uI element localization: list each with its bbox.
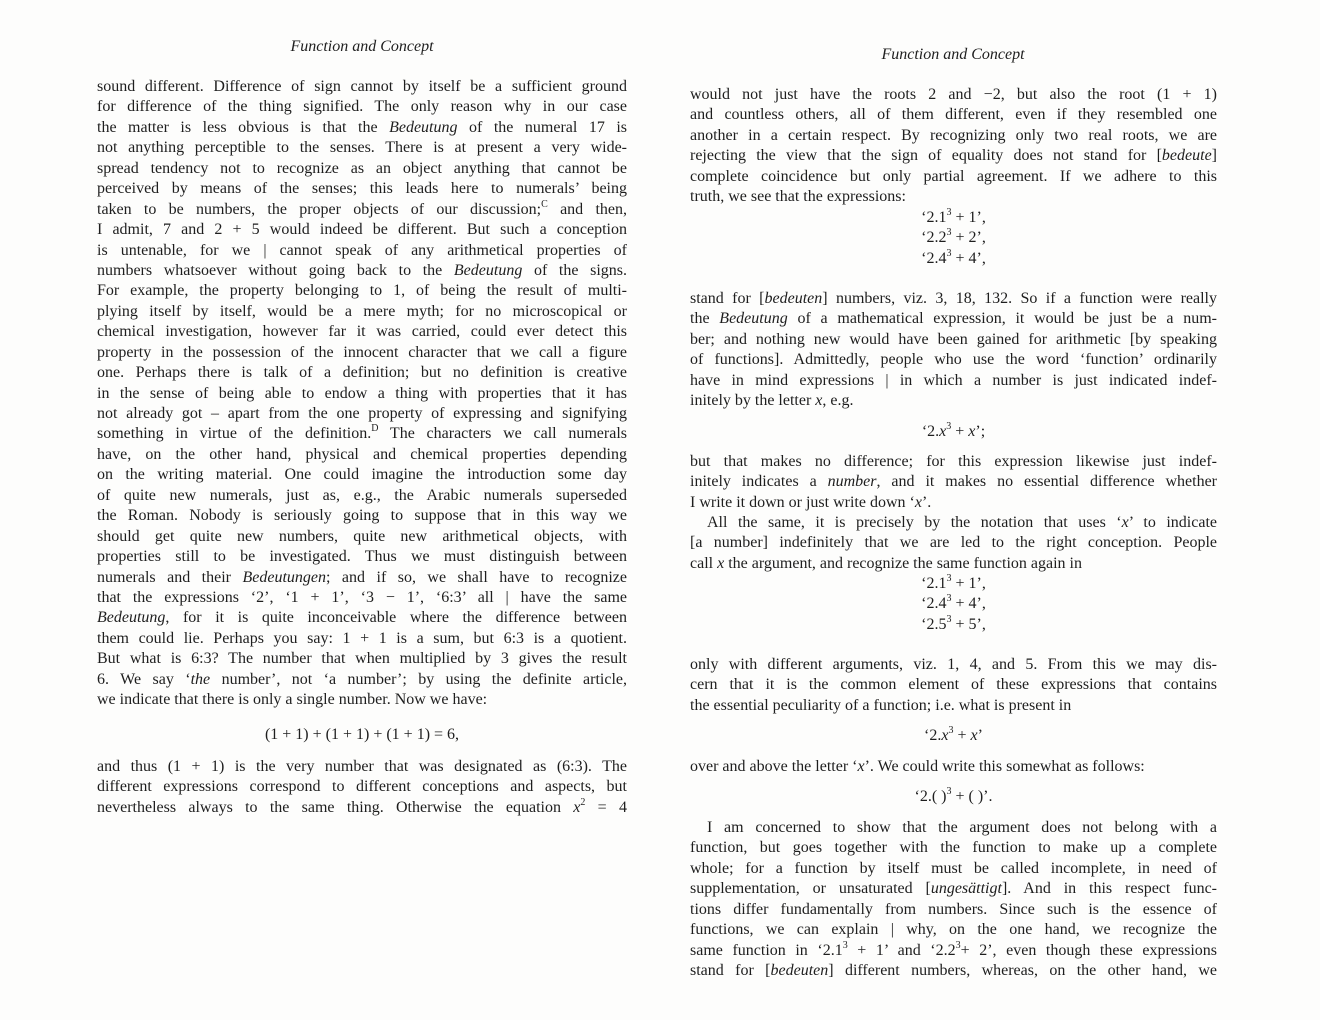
text-run: of the numeral 17 is (457, 118, 628, 136)
text-line (97, 445, 627, 465)
superscript: D (371, 423, 379, 435)
text-line (690, 452, 1217, 472)
formula-display (690, 208, 1217, 269)
text-run: call (690, 554, 718, 572)
italic-term: x (717, 554, 725, 572)
text-run: , e.g. (822, 392, 854, 410)
italic-term: Bedeutung (389, 118, 458, 136)
text-run: ’; (975, 423, 986, 440)
text-run: + (951, 423, 969, 440)
text-run: , for it is quite inconceivable where the difference between (165, 609, 627, 627)
text-run: the (690, 310, 720, 328)
text-line (97, 757, 627, 777)
text-run: same function in ‘2.1 (690, 941, 843, 959)
text-run: is untenable, for we | cannot speak of any arithmetical properties of (97, 241, 627, 259)
text-line (97, 179, 627, 199)
text-run: in the sense of being able to endow a thing with properties that it has (97, 384, 627, 402)
italic-term: x (573, 798, 581, 816)
text-line (690, 554, 1217, 574)
text-line (97, 302, 627, 322)
text-line (690, 350, 1217, 370)
text-line (97, 343, 627, 363)
text-run: ’ (977, 727, 983, 744)
text-run: All the same, it is precisely by the notation that uses ‘ (707, 514, 1122, 531)
text-line (690, 675, 1217, 695)
paragraph (690, 818, 1217, 982)
text-line (97, 118, 627, 138)
text-line (690, 208, 1217, 228)
text-run: ‘2.( ) (914, 788, 947, 805)
text-run: ber; and nothing new would have been gained for arithmetic [by speaking (690, 330, 1217, 348)
text-run: , and it makes no essential difference whether (876, 473, 1217, 491)
italic-term: Bedeutung (97, 609, 166, 627)
text-run: of a mathematical expression, it would be just be a num- (787, 310, 1218, 328)
text-line (690, 146, 1217, 166)
italic-term: bedeuten (764, 290, 823, 307)
text-line (97, 241, 627, 261)
text-run: chemical investigation, however far it was carried, could ever detect this (97, 323, 627, 341)
superscript: 3 (946, 613, 952, 625)
formula-display (97, 725, 627, 745)
paragraph (97, 757, 627, 818)
text-run: the Roman. Nobody is seriously going to suppose that in this way we (97, 507, 627, 525)
text-line (97, 138, 627, 158)
paragraph (690, 452, 1217, 513)
italic-term: Bedeutung (719, 310, 788, 328)
text-run: + 1’ and ‘2.2 (847, 941, 956, 959)
text-line (97, 424, 627, 444)
text-run: properties still to be investigated. Thus we must distinguish between (97, 548, 627, 566)
superscript: C (541, 198, 548, 210)
italic-term: x (941, 727, 949, 744)
text-line (690, 330, 1217, 350)
paragraph (690, 757, 1217, 777)
text-line (690, 838, 1217, 858)
text-line (97, 547, 627, 567)
text-line (690, 726, 1217, 746)
text-run: plying itself by itself, would be a mere myth; for no microscopical or (97, 302, 627, 320)
text-run: tions differ fundamentally from numbers. Since such is the essence of (690, 900, 1217, 918)
text-line (690, 289, 1217, 309)
text-line (97, 159, 627, 179)
text-run: + 1’, (951, 575, 986, 592)
text-run: numbers whatsoever without going back to the (97, 261, 454, 279)
text-line (97, 322, 627, 342)
italic-term: x (970, 727, 978, 744)
text-run: the essential peculiarity of a function; i.e. what is present in (690, 696, 1072, 714)
text-run: ’ to indicate (1128, 514, 1217, 531)
text-line (97, 200, 627, 220)
text-run: ‘2.4 (921, 595, 947, 613)
formula-display (690, 787, 1217, 807)
paragraph (97, 77, 627, 711)
text-run: ‘2.1 (921, 575, 947, 592)
text-line (97, 670, 627, 690)
paragraph (690, 85, 1217, 208)
text-run: ] (1211, 147, 1217, 165)
text-run: of the signs. (522, 261, 627, 279)
paragraph (690, 655, 1217, 716)
text-run: ’. (921, 493, 932, 511)
text-run: whole; for a function by itself must be called incomplete, in need of (690, 859, 1217, 877)
text-run: The characters we call numerals (378, 425, 627, 443)
text-run: + 4’, (951, 249, 986, 267)
text-line (690, 85, 1217, 105)
text-run: ‘2.5 (921, 615, 947, 633)
text-line (690, 126, 1217, 146)
text-run: would not just have the roots 2 and −2, but also the root (1 + 1) (690, 86, 1217, 103)
text-run: ’. We could write this somewhat as follows: (864, 758, 1145, 775)
text-line (690, 422, 1217, 442)
paragraph (690, 289, 1217, 412)
text-line (97, 261, 627, 281)
text-run: ‘2.2 (921, 229, 947, 247)
text-run: only with different arguments, viz. 1, 4, and 5. From this we may dis- (690, 656, 1217, 673)
text-run: stand for [ (690, 290, 765, 307)
text-line (690, 615, 1217, 635)
text-run: not already got – apart from the one property of expressing and signifying (97, 405, 627, 422)
italic-term: bedeuten (770, 962, 829, 980)
text-line (97, 777, 627, 797)
text-run: over and above the letter ‘ (690, 758, 858, 775)
text-line (97, 629, 627, 649)
text-run: of functions]. Admittedly, people who use the word ‘function’ ordinarily (690, 351, 1217, 369)
text-run: of quite new numerals, just as, e.g., the Arabic numerals superseded (97, 486, 627, 504)
text-line (690, 879, 1217, 899)
text-line (97, 363, 627, 383)
text-run: ]. And in this respect func- (1001, 880, 1217, 898)
text-line (97, 281, 627, 301)
text-run: supplementation, or unsaturated [ (690, 880, 931, 898)
text-run: taken to be numbers, the proper objects of our discussion; (97, 200, 542, 218)
text-run: them could lie. Perhaps you say: 1 + 1 is a sum, but 6:3 is a quotient. (97, 629, 627, 647)
superscript: 3 (948, 725, 954, 736)
text-line (690, 391, 1217, 411)
text-line (690, 493, 1217, 513)
text-run: [a number] indefinitely that we are led to the right conception. People (690, 534, 1217, 552)
text-run: that the expressions ‘2’, ‘1 + 1’, ‘3 − 1’, ‘6:3’ all | have the same (97, 588, 627, 606)
text-run: on the writing material. One could imagine the introduction some day (97, 466, 627, 484)
text-line (97, 404, 627, 424)
text-line (97, 506, 627, 526)
text-run: one. Perhaps there is talk of a definition; but no definition is creative (97, 364, 627, 382)
formula-display (690, 422, 1217, 442)
text-line (690, 249, 1217, 269)
text-line (690, 655, 1217, 675)
italic-term: x (857, 758, 865, 775)
text-run: numerals and their (97, 568, 243, 586)
text-line (97, 97, 627, 117)
running-header: Function and Concept (290, 38, 434, 55)
text-run: and thus (1 + 1) is the very number that was designated as (6:3). The (97, 758, 627, 775)
text-run: truth, we see that the expressions: (690, 188, 906, 206)
text-line (690, 105, 1217, 125)
superscript: 3 (842, 939, 848, 951)
text-run: functions, we can explain | why, on the one hand, we recognize the (690, 921, 1217, 939)
text-run: ‘2. (924, 727, 942, 744)
italic-term: the (190, 670, 211, 688)
superscript: 3 (946, 207, 952, 218)
text-line (97, 465, 627, 485)
running-header: Function and Concept (881, 46, 1025, 63)
text-run: cern that it is the common element of these expressions that contains (690, 676, 1217, 694)
text-run: I write it down or just write down ‘ (690, 493, 915, 511)
italic-term: x (1121, 514, 1129, 531)
text-run: perceived by means of the senses; this leads here to numerals’ being (97, 180, 627, 198)
superscript: 3 (946, 227, 952, 239)
text-line (690, 900, 1217, 920)
text-run: + ( )’. (951, 788, 993, 805)
text-run: ‘2.1 (921, 209, 947, 226)
text-run: the argument, and recognize the same function again in (724, 554, 1082, 572)
text-run: + (953, 727, 971, 744)
text-line (690, 574, 1217, 594)
text-line (690, 228, 1217, 248)
italic-term: Bedeutung (453, 261, 523, 279)
text-run: (1 + 1) + (1 + 1) + (1 + 1) = 6, (264, 726, 460, 743)
text-run: nevertheless always to the same thing. Otherwise the equation (97, 798, 574, 816)
superscript: 3 (946, 421, 952, 432)
italic-term: bedeute (1161, 147, 1212, 165)
text-run: something in virtue of the definition. (97, 425, 372, 443)
italic-term: x (968, 423, 976, 440)
text-run: not anything perceptible to the senses. There is at present a very wide- (97, 139, 627, 157)
text-run: stand for [ (690, 962, 771, 980)
text-line (690, 696, 1217, 716)
text-run: function, but goes together with the function to make up a complete (690, 839, 1217, 857)
text-line (690, 594, 1217, 614)
superscript: 2 (580, 796, 586, 808)
text-line (690, 961, 1217, 981)
text-line (690, 859, 1217, 879)
superscript: 3 (946, 573, 952, 584)
italic-term: number (827, 473, 877, 491)
text-run: and then, (547, 200, 627, 218)
text-line (690, 533, 1217, 553)
text-line (97, 798, 627, 818)
right-page (660, 0, 1320, 1020)
text-run: + 2’, even though these expressions (960, 941, 1218, 959)
text-run: complete coincidence but only partial agreement. If we adhere to this (690, 167, 1217, 185)
text-run: I am concerned to show that the argument does not belong with a (707, 819, 1217, 836)
text-line (690, 309, 1217, 329)
text-run: + 1’, (951, 209, 986, 226)
text-run: number’, not ‘a number’; by using the definite article, (210, 670, 628, 688)
text-line (97, 486, 627, 506)
text-run: For example, the property belonging to 1, of being the result of multi- (97, 282, 627, 300)
text-run: have, on the other hand, physical and chemical properties depending (97, 445, 627, 463)
formula-display (690, 726, 1217, 746)
text-line (97, 725, 627, 745)
text-line (690, 513, 1217, 533)
text-line (97, 649, 627, 669)
text-run: initely indicates a (690, 473, 828, 491)
text-run: + 4’, (951, 595, 986, 613)
text-run: ] numbers, viz. 3, 18, 132. So if a function were really (822, 290, 1217, 307)
text-run: rejecting the view that the sign of equality does not stand for [ (690, 147, 1162, 165)
text-line (97, 220, 627, 240)
superscript: 3 (946, 786, 952, 797)
text-run: the matter is less obvious is that the (97, 118, 390, 136)
text-run: and countless others, all of them different, even if they resembled one (690, 106, 1217, 124)
text-run: different expressions correspond to different conceptions and aspects, but (97, 778, 627, 796)
formula-display (690, 574, 1217, 635)
text-run: should get quite new numbers, quite new arithmetical objects, with (97, 527, 627, 545)
superscript: 3 (955, 939, 961, 951)
text-run: property in the possession of the innocent character that we call a figure (97, 343, 627, 361)
text-line (97, 690, 627, 710)
italic-term: Bedeutungen (242, 568, 327, 586)
text-line (690, 187, 1217, 207)
text-run: spread tendency not to recognize as an object anything that cannot be (97, 159, 627, 177)
text-run: = 4 (585, 798, 627, 816)
text-run: but that makes no difference; for this expression likewise just indef- (690, 453, 1217, 470)
text-run: ; and if so, we shall have to recognize (326, 568, 628, 586)
text-line (690, 787, 1217, 807)
text-line (690, 757, 1217, 777)
italic-term: x (815, 392, 823, 410)
text-line (97, 384, 627, 404)
text-run: + 5’, (951, 615, 986, 633)
text-run: ‘2.4 (921, 249, 947, 267)
text-line (690, 941, 1217, 961)
text-run: another in a certain respect. By recognizing only two real roots, we are (690, 126, 1217, 144)
text-run: ] different numbers, whereas, on the other hand, we (828, 962, 1217, 980)
text-run: 6. We say ‘ (97, 670, 191, 688)
superscript: 3 (946, 593, 952, 605)
text-run: we indicate that there is only a single number. Now we have: (97, 691, 488, 709)
text-line (690, 371, 1217, 391)
text-run: I admit, 7 and 2 + 5 would indeed be different. But such a conception (97, 221, 627, 239)
italic-term: x (939, 423, 947, 440)
text-run: for difference of the thing signified. The only reason why in our case (97, 98, 627, 116)
text-line (690, 818, 1217, 838)
text-line (97, 608, 627, 628)
italic-term: ungesättigt (930, 880, 1002, 898)
text-run: have in mind expressions | in which a number is just indicated indef- (690, 371, 1217, 389)
text-line (97, 527, 627, 547)
text-run: initely by the letter (690, 392, 816, 410)
paragraph (690, 513, 1217, 574)
text-run: + 2’, (951, 229, 986, 247)
text-line (690, 167, 1217, 187)
text-run: sound different. Difference of sign cannot by itself be a sufficient ground (97, 78, 627, 95)
text-line (97, 568, 627, 588)
italic-term: x (914, 493, 922, 511)
text-line (97, 588, 627, 608)
text-line (97, 77, 627, 97)
text-run: ‘2. (921, 423, 940, 440)
text-line (690, 920, 1217, 940)
text-line (690, 472, 1217, 492)
superscript: 3 (946, 247, 952, 259)
text-run: But what is 6:3? The number that when multiplied by 3 gives the result (97, 650, 627, 668)
